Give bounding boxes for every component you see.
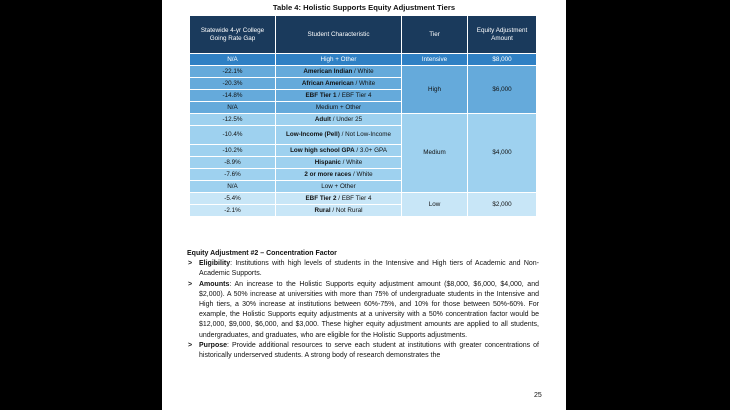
characteristic-cell bbox=[276, 145, 402, 157]
characteristic-cell bbox=[276, 205, 402, 217]
gap-cell: -12.5% bbox=[190, 114, 276, 126]
characteristic-rest: / 3.0+ GPA bbox=[354, 146, 387, 154]
characteristic-cell bbox=[276, 78, 402, 90]
characteristic-bold: Hispanic bbox=[314, 158, 341, 166]
table-row bbox=[190, 54, 537, 66]
characteristic-rest: High + Other bbox=[320, 55, 357, 63]
gap-cell: N/A bbox=[190, 181, 276, 193]
characteristic-cell bbox=[276, 157, 402, 169]
bullet-label: Eligibility bbox=[199, 260, 231, 268]
bullet-amounts bbox=[187, 280, 539, 341]
characteristic-bold: Adult bbox=[314, 115, 331, 123]
gap-cell: -10.2% bbox=[190, 145, 276, 157]
characteristic-rest: / White bbox=[353, 79, 376, 87]
concentration-factor-section bbox=[187, 249, 539, 361]
bullet-label: Amounts bbox=[199, 280, 230, 288]
header-tier: Tier bbox=[402, 16, 468, 54]
gap-cell: -7.6% bbox=[190, 169, 276, 181]
tier-cell-medium: Medium bbox=[402, 114, 468, 193]
characteristic-rest: / Not Rural bbox=[330, 206, 363, 214]
gap-cell: -22.1% bbox=[190, 66, 276, 78]
gap-cell: N/A bbox=[190, 102, 276, 114]
characteristic-bold: American Indian bbox=[303, 67, 353, 75]
bullet-label: Purpose bbox=[199, 341, 228, 349]
gap-cell: -8.9% bbox=[190, 157, 276, 169]
characteristic-bold: Low high school GPA bbox=[290, 146, 355, 154]
header-characteristic: Student Characteristic bbox=[276, 16, 402, 54]
characteristic-rest: / EBF Tier 4 bbox=[336, 91, 372, 99]
gap-cell: -10.4% bbox=[190, 126, 276, 145]
gap-cell: N/A bbox=[190, 54, 276, 66]
characteristic-rest: Medium + Other bbox=[315, 103, 362, 111]
section-heading: Equity Adjustment #2 – Concentration Factor bbox=[187, 250, 337, 257]
characteristic-cell bbox=[276, 90, 402, 102]
gap-cell: -14.8% bbox=[190, 90, 276, 102]
characteristic-rest: / EBF Tier 4 bbox=[336, 194, 372, 202]
characteristic-cell bbox=[276, 193, 402, 205]
characteristic-bold: EBF Tier 2 bbox=[305, 194, 337, 202]
characteristic-cell bbox=[276, 181, 402, 193]
amount-cell-intensive: $8,000 bbox=[468, 54, 537, 66]
table-row bbox=[190, 193, 537, 205]
gap-cell: -20.3% bbox=[190, 78, 276, 90]
bullet-marker-icon: > bbox=[188, 280, 193, 288]
table-title: Table 4: Holistic Supports Equity Adjustment Tiers bbox=[272, 3, 456, 12]
characteristic-cell bbox=[276, 66, 402, 78]
equity-tiers-table bbox=[189, 15, 537, 217]
amount-cell-medium: $4,000 bbox=[468, 114, 537, 193]
gap-cell: -5.4% bbox=[190, 193, 276, 205]
gap-cell: -2.1% bbox=[190, 205, 276, 217]
characteristic-cell bbox=[276, 114, 402, 126]
characteristic-rest: / Not Low-Income bbox=[339, 131, 391, 138]
characteristic-rest: / White bbox=[340, 158, 363, 166]
document-page bbox=[162, 0, 566, 410]
table-header-row bbox=[190, 16, 537, 54]
table-row bbox=[190, 114, 537, 126]
tier-cell-intensive: Intensive bbox=[402, 54, 468, 66]
characteristic-rest: / Under 25 bbox=[330, 115, 363, 123]
bullet-marker-icon: > bbox=[188, 260, 193, 268]
header-gap: Statewide 4-yr College Going Rate Gap bbox=[190, 16, 276, 54]
bullet-text: : An increase to the Holistic Supports equity adjustment amount ($8,000, $6,000, $4,000, and $2,000). A 50% increase at universities with more than 75% of undergraduate students in the Intensive and High tiers, a 30% increase at institutions between 60%-75%, and 10% for those between 50%-60%. For example, the Holistic Supports equity adjustments at a university with a 50% concentration factor would be $12,000, $9,000, $6,000, and $3,000. These higher equity adjustment amounts are applied to all students, undergraduates, and graduates, who are eligible for the Holistic Supports adjustments. bbox=[199, 280, 539, 339]
characteristic-bold: Rural bbox=[314, 206, 331, 214]
bullet-marker-icon: > bbox=[188, 341, 193, 349]
characteristic-bold: 2 or more races bbox=[304, 170, 352, 178]
characteristic-rest: / White bbox=[352, 67, 374, 75]
characteristic-cell bbox=[276, 126, 402, 145]
characteristic-cell bbox=[276, 54, 402, 66]
amount-cell-high: $6,000 bbox=[468, 66, 537, 114]
characteristic-cell bbox=[276, 169, 402, 181]
bullet-eligibility bbox=[187, 259, 539, 279]
bullet-text: : Provide additional resources to serve each student at institutions with greater concentrations of historically underserved students. A strong body of research demonstrates the bbox=[199, 341, 539, 360]
characteristic-bold: Low-Income (Pell) bbox=[286, 131, 340, 138]
characteristic-cell bbox=[276, 102, 402, 114]
characteristic-bold: African American bbox=[301, 79, 354, 87]
characteristic-rest: Low + Other bbox=[321, 182, 356, 190]
table-row bbox=[190, 66, 537, 78]
header-amount: Equity Adjustment Amount bbox=[468, 16, 537, 54]
characteristic-rest: / White bbox=[351, 170, 373, 178]
bullet-purpose bbox=[187, 341, 539, 361]
page-number: 25 bbox=[534, 392, 542, 399]
bullet-text: : Institutions with high levels of students in the Intensive and High tiers of Academic and Non-Academic Supports. bbox=[199, 260, 539, 278]
tier-cell-high: High bbox=[402, 66, 468, 114]
characteristic-bold: EBF Tier 1 bbox=[305, 91, 337, 99]
amount-cell-low: $2,000 bbox=[468, 193, 537, 217]
tier-cell-low: Low bbox=[402, 193, 468, 217]
